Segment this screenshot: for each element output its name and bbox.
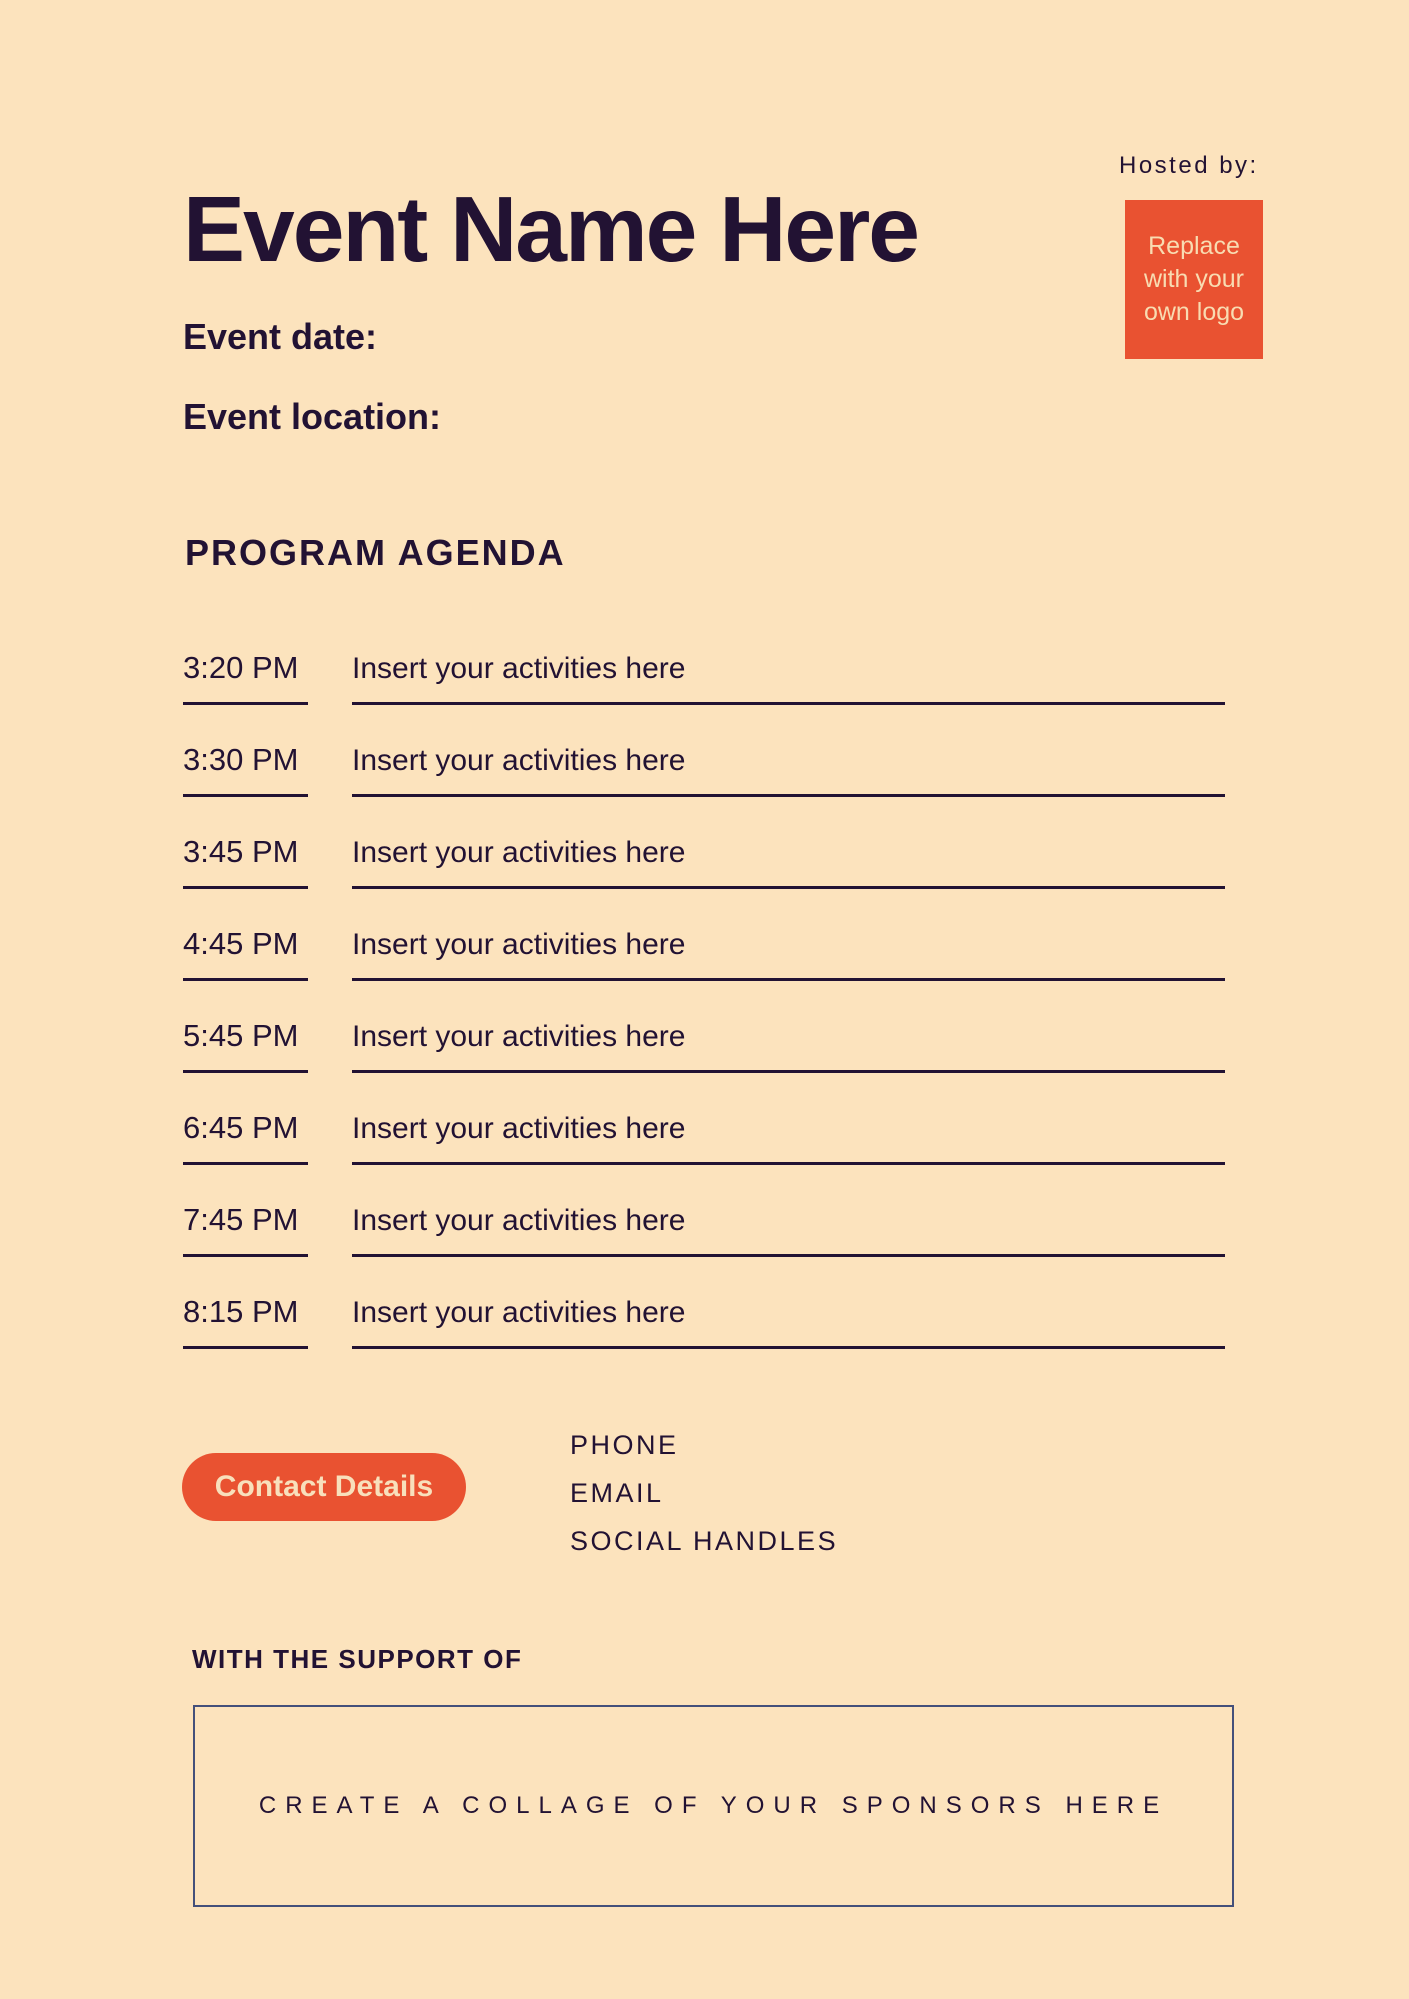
activity-underline [352, 1346, 1225, 1349]
contact-list [570, 1421, 838, 1565]
agenda-time: 7:45 PM [183, 1202, 299, 1237]
logo-placeholder-text: Replace with your own logo [1143, 232, 1245, 326]
time-underline [183, 1162, 308, 1165]
agenda-activity: Insert your activities here [352, 928, 686, 961]
agenda-row [183, 1018, 1225, 1110]
event-date-label: Event date: [183, 316, 378, 357]
agenda-time: 3:30 PM [183, 742, 299, 777]
time-underline [183, 886, 308, 889]
contact-item-phone: PHONE [570, 1429, 679, 1460]
time-underline [183, 794, 308, 797]
agenda-row [183, 1202, 1225, 1294]
hosted-by-label: Hosted by: [1119, 152, 1259, 179]
sponsor-placeholder-text: CREATE A COLLAGE OF YOUR SPONSORS HERE [258, 1792, 1169, 1819]
agenda-activity: Insert your activities here [352, 1112, 686, 1145]
sponsor-collage-box[interactable] [193, 1705, 1234, 1907]
time-underline [183, 1346, 308, 1349]
agenda-activity: Insert your activities here [352, 652, 686, 685]
agenda-activity: Insert your activities here [352, 1020, 686, 1053]
agenda-time: 6:45 PM [183, 1110, 299, 1145]
agenda-row [183, 834, 1225, 926]
agenda-time: 4:45 PM [183, 926, 299, 961]
agenda-row [183, 1110, 1225, 1202]
agenda-table [183, 650, 1225, 1386]
agenda-time: 5:45 PM [183, 1018, 299, 1053]
support-heading: WITH THE SUPPORT OF [192, 1644, 523, 1674]
time-underline [183, 1070, 308, 1073]
activity-underline [352, 1070, 1225, 1073]
event-location-label: Event location: [183, 396, 442, 437]
logo-placeholder-box[interactable] [1125, 200, 1263, 359]
agenda-time: 3:20 PM [183, 650, 299, 685]
contact-item-email: EMAIL [570, 1477, 664, 1508]
activity-underline [352, 978, 1225, 981]
agenda-row [183, 926, 1225, 1018]
agenda-row [183, 1294, 1225, 1386]
agenda-row [183, 742, 1225, 834]
time-underline [183, 978, 308, 981]
activity-underline [352, 1162, 1225, 1165]
activity-underline [352, 886, 1225, 889]
activity-underline [352, 794, 1225, 797]
contact-item-social: SOCIAL HANDLES [570, 1525, 839, 1556]
agenda-time: 8:15 PM [183, 1294, 299, 1329]
agenda-activity: Insert your activities here [352, 744, 686, 777]
agenda-time: 3:45 PM [183, 834, 299, 869]
activity-underline [352, 702, 1225, 705]
contact-details-button[interactable]: Contact Details [182, 1453, 466, 1521]
agenda-activity: Insert your activities here [352, 1296, 686, 1329]
program-agenda-heading: PROGRAM AGENDA [185, 532, 566, 573]
agenda-activity: Insert your activities here [352, 1204, 686, 1237]
time-underline [183, 1254, 308, 1257]
event-title: Event Name Here [183, 177, 919, 281]
time-underline [183, 702, 308, 705]
activity-underline [352, 1254, 1225, 1257]
agenda-row [183, 650, 1225, 742]
agenda-activity: Insert your activities here [352, 836, 686, 869]
